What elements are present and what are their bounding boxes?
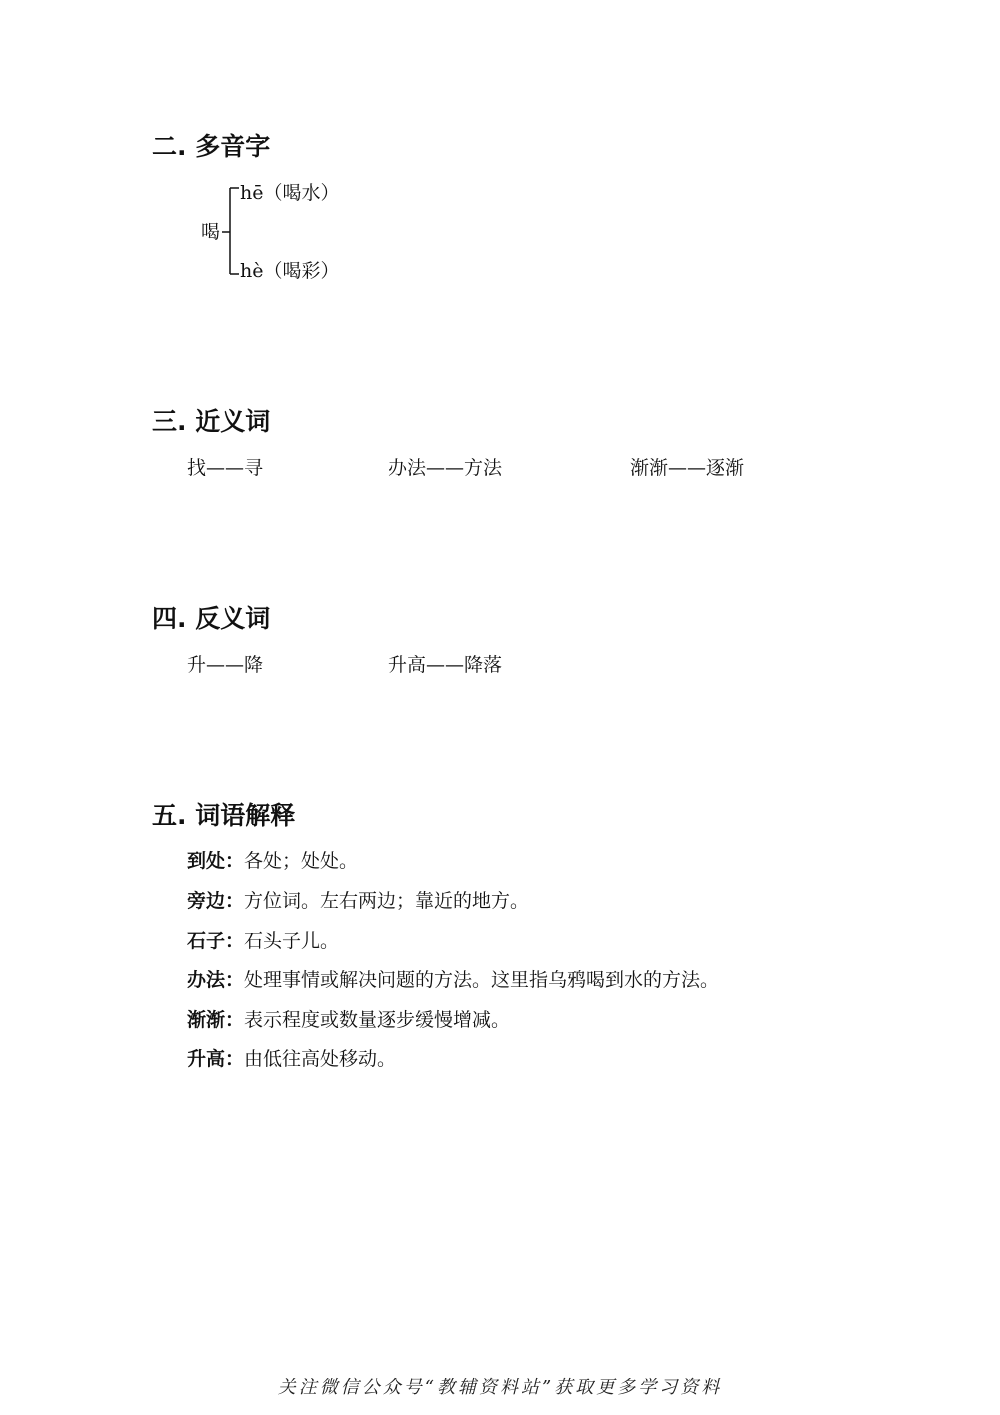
definition-item	[187, 1008, 510, 1032]
definition-term: 石子：	[187, 930, 245, 952]
definition-term: 到处：	[187, 850, 245, 872]
reading-example: （喝水）	[263, 182, 340, 204]
definition-item	[187, 849, 358, 873]
definition-term: 渐渐：	[187, 1009, 245, 1031]
section-heading-synonyms: 三. 近义词	[152, 407, 271, 436]
definition-meaning: 方位词。左右两边；靠近的地方。	[244, 890, 530, 912]
definition-meaning: 石头子儿。	[244, 930, 340, 952]
definition-term: 旁边：	[187, 890, 245, 912]
definition-item	[187, 968, 719, 992]
reading-pinyin: hē	[240, 182, 264, 204]
reading-row	[240, 181, 340, 205]
synonym-pair: 办法——方法	[388, 457, 503, 479]
definition-term: 升高：	[187, 1048, 245, 1070]
definition-meaning: 各处；处处。	[244, 850, 359, 872]
reading-example: （喝彩）	[263, 260, 340, 282]
reading-row	[240, 259, 340, 283]
antonym-pair: 升高——降落	[388, 654, 503, 676]
section-heading-polyphone: 二. 多音字	[152, 132, 271, 161]
reading-pinyin: hè	[240, 260, 264, 282]
section-heading-definitions: 五. 词语解释	[152, 801, 296, 830]
synonym-pair: 找——寻	[187, 457, 264, 479]
section-heading-antonyms: 四. 反义词	[152, 604, 271, 633]
definition-item	[187, 929, 339, 953]
reading-bracket	[222, 186, 240, 278]
antonym-pair: 升——降	[187, 654, 264, 676]
definition-meaning: 表示程度或数量逐步缓慢增减。	[244, 1009, 511, 1031]
definition-meaning: 处理事情或解决问题的方法。这里指乌鸦喝到水的方法。	[244, 969, 720, 991]
synonym-pair: 渐渐——逐渐	[630, 457, 745, 479]
definition-meaning: 由低往高处移动。	[244, 1048, 397, 1070]
definition-item	[187, 1047, 396, 1071]
definition-item	[187, 889, 529, 913]
definition-term: 办法：	[187, 969, 245, 991]
polyphone-character: 喝	[201, 221, 221, 243]
footer-note: 关注微信公众号“教辅资料站”获取更多学习资料	[277, 1377, 723, 1398]
